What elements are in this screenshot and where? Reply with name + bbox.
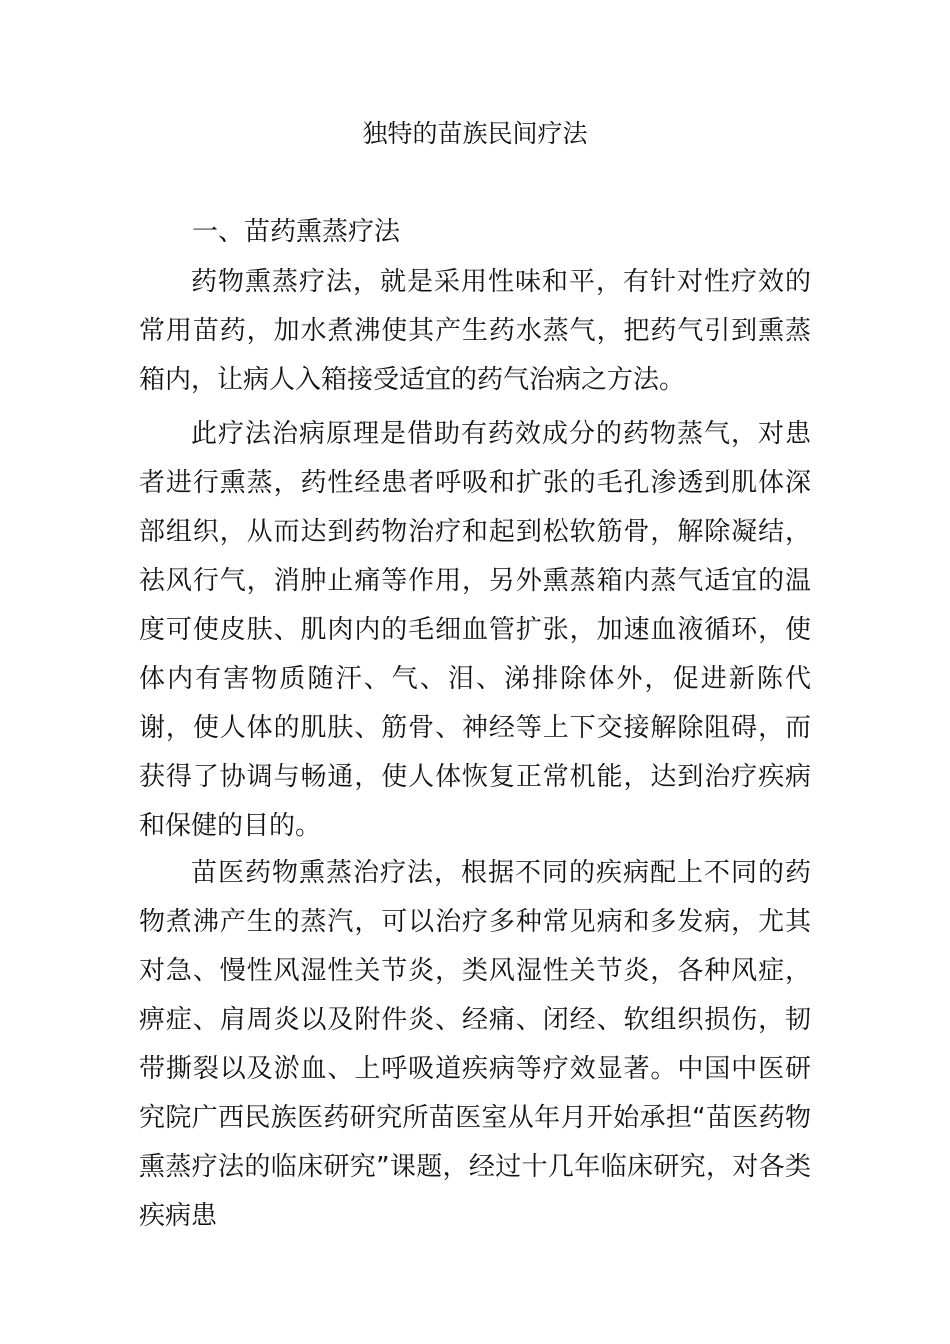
paragraph: 苗医药物熏蒸治疗法，根据不同的疾病配上不同的药物煮沸产生的蒸汽，可以治疗多种常见病和多发病，尤其对急、慢性风湿性关节炎，类风湿性关节炎，各种风症，痹症、肩周炎以及附件炎、经痛、闭经、软组织损伤，韧带撕裂以及淤血、上呼吸道疾病等疗效显著。中国中医研究院广西民族医药研究所苗医室从年月开始承担“苗医药物熏蒸疗法的临床研究”课题，经过十几年临床研究，对各类疾病患: [139, 858, 811, 1231]
paragraph: 此疗法治病原理是借助有药效成分的药物蒸气，对患者进行熏蒸，药性经患者呼吸和扩张的毛孔渗透到肌体深部组织，从而达到药物治疗和起到松软筋骨，解除凝结，祛风行气，消肿止痛等作用，另外熏蒸箱内蒸气适宜的温度可使皮肤、肌肉内的毛细血管扩张，加速血液循环，使体内有害物质随汗、气、泪、涕排除体外，促进新陈代谢，使人体的肌肤、筋骨、神经等上下交接解除阻碍，而获得了协调与畅通，使人体恢复正常机能，达到治疗疾病和保健的目的。: [139, 419, 811, 841]
section-heading: 一、苗药熏蒸疗法: [192, 217, 401, 247]
document-title: 独特的苗族民间疗法: [362, 119, 588, 148]
paragraph: 药物熏蒸疗法，就是采用性味和平，有针对性疗效的常用苗药，加水煮沸使其产生药水蒸气，把药气引到熏蒸箱内，让病人入箱接受适宜的药气治病之方法。: [139, 267, 811, 395]
